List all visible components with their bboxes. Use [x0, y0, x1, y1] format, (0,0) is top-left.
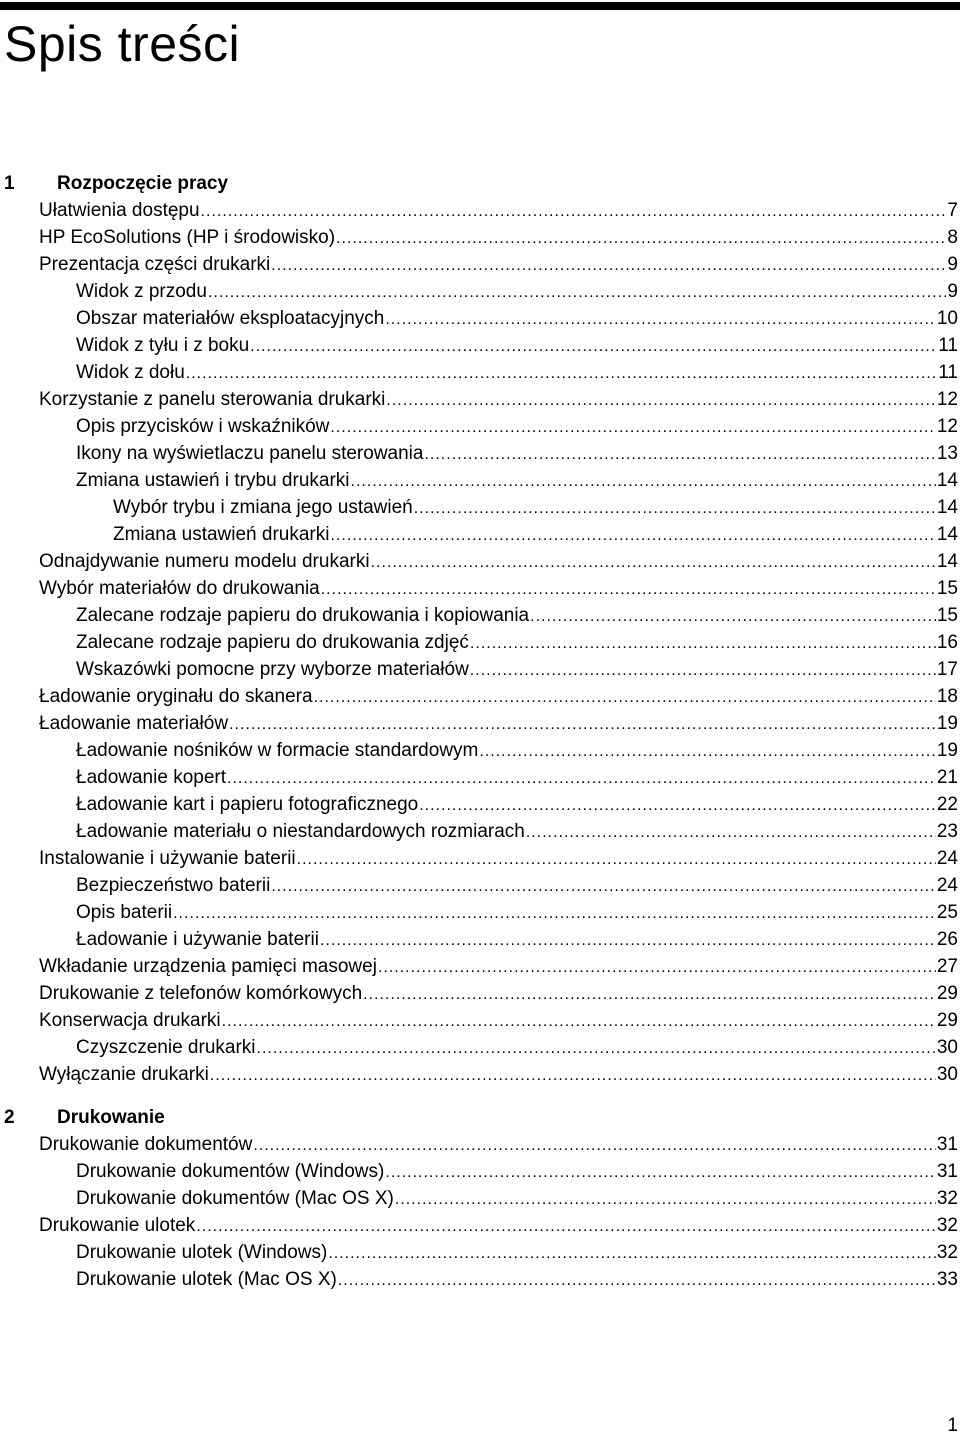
- top-rule: [0, 2, 960, 10]
- toc-entry-title: Wkładanie urządzenia pamięci masowej: [39, 956, 377, 977]
- dot-leader: [479, 738, 935, 765]
- toc-entry-title: Ułatwienia dostępu: [39, 200, 200, 221]
- toc-entry[interactable]: [0, 845, 960, 872]
- toc-entry-title: Drukowanie dokumentów: [39, 1134, 253, 1155]
- toc-entry-title: Opis baterii: [76, 902, 173, 923]
- toc-entry[interactable]: [0, 899, 960, 926]
- toc-entry-page: 30: [936, 1037, 958, 1058]
- toc-entry-page: 32: [936, 1215, 958, 1236]
- toc-entry-page: 21: [936, 767, 958, 788]
- toc-entry-page: 7: [947, 200, 958, 221]
- toc-entry-title: Zalecane rodzaje papieru do drukowania zdjęć: [76, 632, 469, 653]
- dot-leader: [363, 981, 936, 1008]
- toc-entry-page: 8: [947, 227, 958, 248]
- toc-entry-title: Drukowanie dokumentów (Windows): [76, 1161, 385, 1182]
- dot-leader: [530, 603, 936, 630]
- toc-entry[interactable]: [0, 1007, 960, 1034]
- toc-entry[interactable]: [0, 521, 960, 548]
- dot-leader: [385, 1159, 936, 1186]
- toc-entry-page: 31: [936, 1134, 958, 1155]
- toc-entry-page: 32: [936, 1188, 958, 1209]
- toc-entry-title: Ładowanie materiałów: [39, 713, 229, 734]
- dot-leader: [320, 927, 936, 954]
- toc-entry[interactable]: [0, 710, 960, 737]
- toc-entry[interactable]: [0, 440, 960, 467]
- toc-entry-title: Instalowanie i używanie baterii: [39, 848, 296, 869]
- chapter-number: 1: [4, 173, 15, 194]
- toc-entry[interactable]: [0, 1185, 960, 1212]
- toc-entry[interactable]: [0, 629, 960, 656]
- toc-entry[interactable]: [0, 1034, 960, 1061]
- dot-leader: [330, 522, 935, 549]
- toc-entry[interactable]: [0, 494, 960, 521]
- dot-leader: [229, 711, 936, 738]
- dot-leader: [227, 765, 936, 792]
- toc-entry[interactable]: [0, 467, 960, 494]
- toc-entry-page: 17: [936, 659, 958, 680]
- dot-leader: [338, 1267, 936, 1294]
- toc-entry[interactable]: [0, 872, 960, 899]
- dot-leader: [173, 900, 936, 927]
- dot-leader: [424, 441, 935, 468]
- dot-leader: [378, 954, 936, 981]
- toc-entry-title: Widok z tyłu i z boku: [76, 335, 250, 356]
- dot-leader: [196, 1213, 936, 1240]
- toc-entry-title: Ładowanie nośników w formacie standardowym: [76, 740, 479, 761]
- toc-entry[interactable]: [0, 278, 960, 305]
- toc-entry-page: 32: [936, 1242, 958, 1263]
- toc-entry-page: 33: [936, 1269, 958, 1290]
- toc-entry-title: Wyłączanie drukarki: [39, 1064, 209, 1085]
- toc-entry-title: Wskazówki pomocne przy wyborze materiałów: [76, 659, 469, 680]
- toc-entry[interactable]: [0, 980, 960, 1007]
- toc-entry-title: Drukowanie z telefonów komórkowych: [39, 983, 363, 1004]
- dot-leader: [314, 684, 936, 711]
- dot-leader: [336, 225, 946, 252]
- toc-entry-title: HP EcoSolutions (HP i środowisko): [39, 227, 336, 248]
- toc-entry-page: 14: [936, 551, 958, 572]
- toc-entry[interactable]: [0, 818, 960, 845]
- toc-entry[interactable]: [0, 305, 960, 332]
- page-title: Spis treści: [4, 16, 241, 72]
- toc-entry-title: Prezentacja części drukarki: [39, 254, 271, 275]
- toc-entry[interactable]: [0, 251, 960, 278]
- toc-entry[interactable]: [0, 1266, 960, 1293]
- toc-entry-page: 19: [936, 740, 958, 761]
- toc-chapter: [0, 170, 960, 1088]
- toc-entry-title: Ładowanie i używanie baterii: [76, 929, 319, 950]
- toc-entry-title: Konserwacja drukarki: [39, 1010, 221, 1031]
- dot-leader: [297, 846, 936, 873]
- dot-leader: [419, 792, 936, 819]
- dot-leader: [210, 1062, 936, 1089]
- toc-entry[interactable]: [0, 197, 960, 224]
- toc-entry-title: Widok z przodu: [76, 281, 207, 302]
- toc-entry-page: 24: [936, 848, 958, 869]
- dot-leader: [222, 1008, 936, 1035]
- toc-entry-title: Korzystanie z panelu sterowania drukarki: [39, 389, 386, 410]
- dot-leader: [186, 360, 937, 387]
- toc-entry[interactable]: [0, 791, 960, 818]
- toc-entry-page: 14: [936, 497, 958, 518]
- toc-entry[interactable]: [0, 575, 960, 602]
- toc-entry[interactable]: [0, 1239, 960, 1266]
- toc-entry-page: 14: [936, 470, 958, 491]
- dot-leader: [470, 657, 936, 684]
- dot-leader: [250, 333, 937, 360]
- dot-leader: [470, 630, 936, 657]
- toc-entry[interactable]: [0, 764, 960, 791]
- chapter-number: 2: [4, 1107, 15, 1128]
- dot-leader: [253, 1132, 936, 1159]
- toc-entry-page: 11: [938, 362, 958, 383]
- toc-entry-page: 15: [936, 578, 958, 599]
- toc-entry-page: 23: [936, 821, 958, 842]
- dot-leader: [386, 387, 935, 414]
- toc-entry-title: Drukowanie dokumentów (Mac OS X): [76, 1188, 394, 1209]
- dot-leader: [328, 1240, 936, 1267]
- dot-leader: [271, 252, 946, 279]
- toc-entry[interactable]: [0, 1131, 960, 1158]
- toc-entry-title: Ikony na wyświetlaczu panelu sterowania: [76, 443, 424, 464]
- chapter-heading[interactable]: [0, 1104, 960, 1131]
- toc-entry-title: Drukowanie ulotek: [39, 1215, 196, 1236]
- toc-entry-page: 22: [936, 794, 958, 815]
- toc-entry[interactable]: [0, 926, 960, 953]
- toc-entry-page: 31: [936, 1161, 958, 1182]
- dot-leader: [395, 1186, 936, 1213]
- table-of-contents: [0, 170, 960, 1309]
- dot-leader: [201, 198, 947, 225]
- toc-entry-page: 12: [936, 389, 958, 410]
- chapter-title: Rozpoczęcie pracy: [57, 173, 229, 194]
- chapter-heading[interactable]: [0, 170, 960, 197]
- toc-entry-title: Widok z dołu: [76, 362, 185, 383]
- dot-leader: [208, 279, 946, 306]
- toc-entry-page: 14: [936, 524, 958, 545]
- toc-entry[interactable]: [0, 386, 960, 413]
- toc-entry[interactable]: [0, 656, 960, 683]
- chapter-title: Drukowanie: [57, 1107, 165, 1128]
- toc-entry-title: Drukowanie ulotek (Mac OS X): [76, 1269, 337, 1290]
- toc-entry-page: 15: [936, 605, 958, 626]
- toc-entry-title: Ładowanie materiału o niestandardowych rozmiarach: [76, 821, 525, 842]
- toc-entry-page: 27: [936, 956, 958, 977]
- dot-leader: [257, 1035, 936, 1062]
- toc-entry-page: 30: [936, 1064, 958, 1085]
- dot-leader: [385, 306, 936, 333]
- toc-entry[interactable]: [0, 359, 960, 386]
- toc-entry-title: Ładowanie kart i papieru fotograficznego: [76, 794, 419, 815]
- toc-entry[interactable]: [0, 602, 960, 629]
- toc-entry-page: 13: [936, 443, 958, 464]
- toc-entry-page: 11: [938, 335, 958, 356]
- toc-entry-title: Drukowanie ulotek (Windows): [76, 1242, 328, 1263]
- toc-entry-title: Odnajdywanie numeru modelu drukarki: [39, 551, 370, 572]
- toc-entry[interactable]: [0, 953, 960, 980]
- toc-entry-page: 24: [936, 875, 958, 896]
- dot-leader: [526, 819, 936, 846]
- toc-entry-page: 19: [936, 713, 958, 734]
- toc-entry-title: Zmiana ustawień i trybu drukarki: [76, 470, 350, 491]
- toc-entry-title: Wybór trybu i zmiana jego ustawień: [113, 497, 413, 518]
- toc-entry[interactable]: [0, 224, 960, 251]
- dot-leader: [330, 414, 935, 441]
- toc-entry[interactable]: [0, 332, 960, 359]
- dot-leader: [351, 468, 936, 495]
- toc-entry[interactable]: [0, 737, 960, 764]
- toc-entry[interactable]: [0, 1061, 960, 1088]
- toc-entry-title: Wybór materiałów do drukowania: [39, 578, 320, 599]
- dot-leader: [321, 576, 936, 603]
- toc-entry-page: 29: [936, 1010, 958, 1031]
- toc-entry-title: Bezpieczeństwo baterii: [76, 875, 271, 896]
- toc-entry[interactable]: [0, 1158, 960, 1185]
- dot-leader: [414, 495, 936, 522]
- toc-entry-title: Obszar materiałów eksploatacyjnych: [76, 308, 385, 329]
- toc-entry-title: Ładowanie kopert: [76, 767, 226, 788]
- dot-leader: [271, 873, 936, 900]
- toc-entry-title: Ładowanie oryginału do skanera: [39, 686, 313, 707]
- toc-entry-page: 29: [936, 983, 958, 1004]
- dot-leader: [371, 549, 936, 576]
- toc-entry[interactable]: [0, 413, 960, 440]
- toc-entry-page: 25: [936, 902, 958, 923]
- toc-entry[interactable]: [0, 548, 960, 575]
- page-number: 1: [947, 1415, 958, 1436]
- toc-entry[interactable]: [0, 1212, 960, 1239]
- toc-entry[interactable]: [0, 683, 960, 710]
- toc-entry-title: Zalecane rodzaje papieru do drukowania i kopiowania: [76, 605, 530, 626]
- toc-entry-title: Opis przycisków i wskaźników: [76, 416, 330, 437]
- toc-entry-page: 26: [936, 929, 958, 950]
- toc-entry-page: 10: [936, 308, 958, 329]
- toc-entry-page: 9: [947, 281, 958, 302]
- toc-entry-page: 18: [936, 686, 958, 707]
- toc-chapter: [0, 1104, 960, 1293]
- toc-entry-page: 16: [936, 632, 958, 653]
- toc-entry-page: 12: [936, 416, 958, 437]
- toc-entry-page: 9: [947, 254, 958, 275]
- toc-entry-title: Czyszczenie drukarki: [76, 1037, 256, 1058]
- toc-entry-title: Zmiana ustawień drukarki: [113, 524, 330, 545]
